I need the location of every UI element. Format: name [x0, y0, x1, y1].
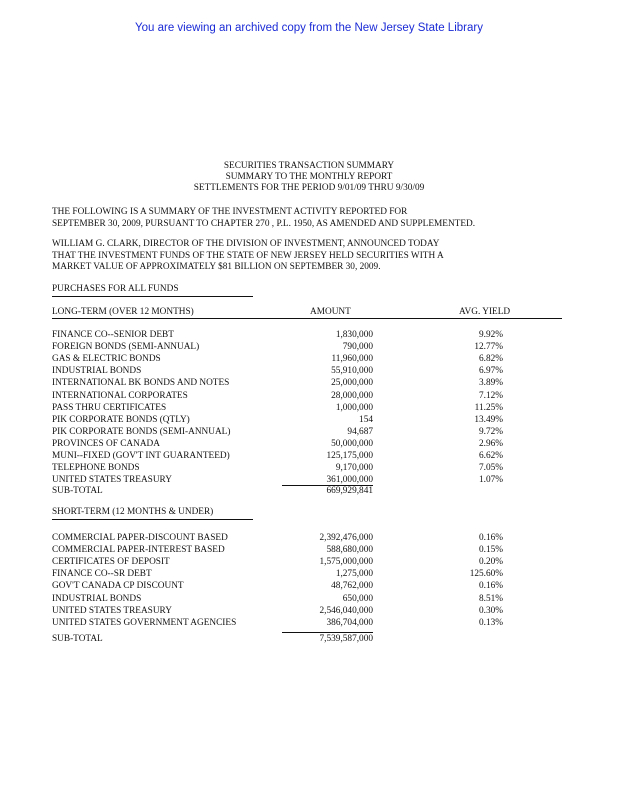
- table-row: [0, 439, 618, 451]
- yield-value: 0.16%: [478, 581, 503, 592]
- long-term-subtotal-row: [0, 486, 618, 498]
- amount-value: 650,000: [342, 593, 373, 604]
- amount-value: 25,000,000: [331, 378, 373, 389]
- purchases-title: PURCHASES FOR ALL FUNDS: [52, 284, 179, 294]
- subtotal-amount: 669,929,841: [326, 486, 373, 496]
- table-row: [0, 533, 618, 545]
- security-description: CERTIFICATES OF DEPOSIT: [52, 557, 170, 568]
- purchases-title-underline: [52, 296, 253, 297]
- yield-value: 6.82%: [478, 354, 503, 365]
- amount-value: 361,000,000: [326, 475, 373, 486]
- amount-value: 2,392,476,000: [319, 533, 373, 543]
- director-line-1: WILLIAM G. CLARK, DIRECTOR OF THE DIVISION OF INVESTMENT, ANNOUNCED TODAY: [52, 239, 440, 249]
- amount-value: 1,830,000: [335, 330, 373, 340]
- amount-value: 154: [359, 414, 373, 425]
- long-term-header-underline: [52, 318, 562, 319]
- amount-value: 94,687: [347, 426, 373, 437]
- table-row: [0, 330, 618, 342]
- table-row: [0, 342, 618, 354]
- amount-value: 9,170,000: [335, 463, 373, 474]
- yield-value: 8.51%: [478, 593, 503, 604]
- security-description: PASS THRU CERTIFICATES: [52, 402, 167, 413]
- security-description: UNITED STATES GOVERNMENT AGENCIES: [52, 617, 237, 628]
- security-description: INTERNATIONAL CORPORATES: [52, 390, 188, 401]
- amount-column-header: AMOUNT: [310, 307, 351, 317]
- yield-value: 1.07%: [478, 475, 503, 486]
- director-line-3: MARKET VALUE OF APPROXIMATELY $81 BILLION ON SEPTEMBER 30, 2009.: [52, 262, 381, 272]
- amount-value: 588,680,000: [326, 545, 373, 556]
- security-description: INDUSTRIAL BONDS: [52, 593, 142, 604]
- amount-value: 50,000,000: [331, 438, 373, 449]
- header-line-2: SUMMARY TO THE MONTHLY REPORT: [225, 172, 393, 182]
- yield-value: 0.13%: [478, 617, 503, 628]
- table-row: [0, 391, 618, 403]
- amount-value: 2,546,040,000: [319, 605, 373, 616]
- security-description: GOV'T CANADA CP DISCOUNT: [52, 581, 184, 592]
- amount-value: 1,275,000: [335, 569, 373, 580]
- subtotal-label: SUB-TOTAL: [52, 486, 103, 496]
- table-row: [0, 451, 618, 463]
- table-row: [0, 366, 618, 378]
- security-description: PROVINCES OF CANADA: [52, 438, 160, 449]
- security-description: UNITED STATES TREASURY: [52, 605, 172, 616]
- table-row: [0, 557, 618, 569]
- security-description: MUNI--FIXED (GOV'T INT GUARANTEED): [52, 451, 230, 461]
- archive-banner: You are viewing an archived copy from the New Jersey State Library: [135, 22, 483, 34]
- table-row: [0, 594, 618, 606]
- security-description: PIK CORPORATE BONDS (QTLY): [52, 414, 190, 425]
- security-description: FOREIGN BONDS (SEMI-ANNUAL): [52, 342, 200, 353]
- yield-value: 9.92%: [478, 330, 503, 340]
- yield-value: 6.62%: [478, 451, 503, 461]
- amount-value: 55,910,000: [331, 366, 373, 377]
- yield-value: 7.12%: [478, 390, 503, 401]
- table-row: [0, 415, 618, 427]
- table-row: [0, 545, 618, 557]
- subtotal-amount: 7,539,587,000: [319, 634, 373, 644]
- yield-value: 12.77%: [474, 342, 503, 353]
- yield-value: 3.89%: [478, 378, 503, 389]
- yield-value: 125.60%: [469, 569, 503, 580]
- subtotal-label: SUB-TOTAL: [52, 634, 103, 644]
- short-term-subtotal-row: [0, 634, 618, 646]
- security-description: INTERNATIONAL BK BONDS AND NOTES: [52, 378, 230, 389]
- yield-value: 0.20%: [478, 557, 503, 568]
- intro-paragraph: [52, 207, 475, 230]
- table-row: [0, 403, 618, 415]
- table-row: [0, 463, 618, 475]
- long-term-title: LONG-TERM (OVER 12 MONTHS): [52, 307, 194, 317]
- table-row: [0, 378, 618, 390]
- security-description: FINANCE CO--SR DEBT: [52, 569, 152, 580]
- yield-value: 13.49%: [474, 414, 503, 425]
- security-description: TELEPHONE BONDS: [52, 463, 140, 474]
- director-line-2: THAT THE INVESTMENT FUNDS OF THE STATE OF NEW JERSEY HELD SECURITIES WITH A: [52, 250, 444, 261]
- report-header: [0, 161, 618, 194]
- table-row: [0, 427, 618, 439]
- yield-value: 7.05%: [478, 463, 503, 474]
- table-row: [0, 606, 618, 618]
- yield-value: 0.15%: [478, 545, 503, 556]
- yield-value: 0.30%: [478, 605, 503, 616]
- security-description: UNITED STATES TREASURY: [52, 475, 172, 486]
- security-description: COMMERCIAL PAPER-INTEREST BASED: [52, 545, 225, 556]
- table-row: [0, 618, 618, 630]
- security-description: PIK CORPORATE BONDS (SEMI-ANNUAL): [52, 426, 231, 437]
- director-paragraph: [52, 239, 444, 274]
- amount-value: 28,000,000: [331, 390, 373, 401]
- amount-value: 386,704,000: [326, 617, 373, 628]
- yield-value: 6.97%: [478, 366, 503, 377]
- intro-line-1: THE FOLLOWING IS A SUMMARY OF THE INVESTMENT ACTIVITY REPORTED FOR: [52, 207, 408, 217]
- amount-value: 125,175,000: [326, 451, 373, 461]
- amount-value: 1,000,000: [335, 402, 373, 413]
- security-description: GAS & ELECTRIC BONDS: [52, 354, 161, 365]
- yield-value: 11.25%: [474, 402, 503, 413]
- amount-value: 790,000: [342, 342, 373, 353]
- yield-value: 2.96%: [478, 438, 503, 449]
- amount-value: 48,762,000: [331, 581, 373, 592]
- short-term-title: SHORT-TERM (12 MONTHS & UNDER): [52, 507, 214, 517]
- security-description: FINANCE CO--SENIOR DEBT: [52, 330, 174, 340]
- short-term-title-underline: [52, 519, 253, 520]
- yield-column-header: AVG. YIELD: [459, 307, 511, 317]
- table-row: [0, 581, 618, 593]
- amount-value: 11,960,000: [331, 354, 373, 365]
- security-description: INDUSTRIAL BONDS: [52, 366, 142, 377]
- yield-value: 9.72%: [478, 426, 503, 437]
- yield-value: 0.16%: [478, 533, 503, 543]
- intro-line-2: SEPTEMBER 30, 2009, PURSUANT TO CHAPTER 270 , P.L. 1950, AS AMENDED AND SUPPLEMENTED.: [52, 218, 476, 229]
- short-term-subtotal-rule: [282, 632, 373, 633]
- table-row: [0, 569, 618, 581]
- header-line-3: SETTLEMENTS FOR THE PERIOD 9/01/09 THRU 9/30/09: [193, 183, 425, 193]
- security-description: COMMERCIAL PAPER-DISCOUNT BASED: [52, 533, 228, 543]
- table-row: [0, 354, 618, 366]
- header-line-1: SECURITIES TRANSACTION SUMMARY: [223, 161, 395, 171]
- amount-value: 1,575,000,000: [319, 557, 373, 568]
